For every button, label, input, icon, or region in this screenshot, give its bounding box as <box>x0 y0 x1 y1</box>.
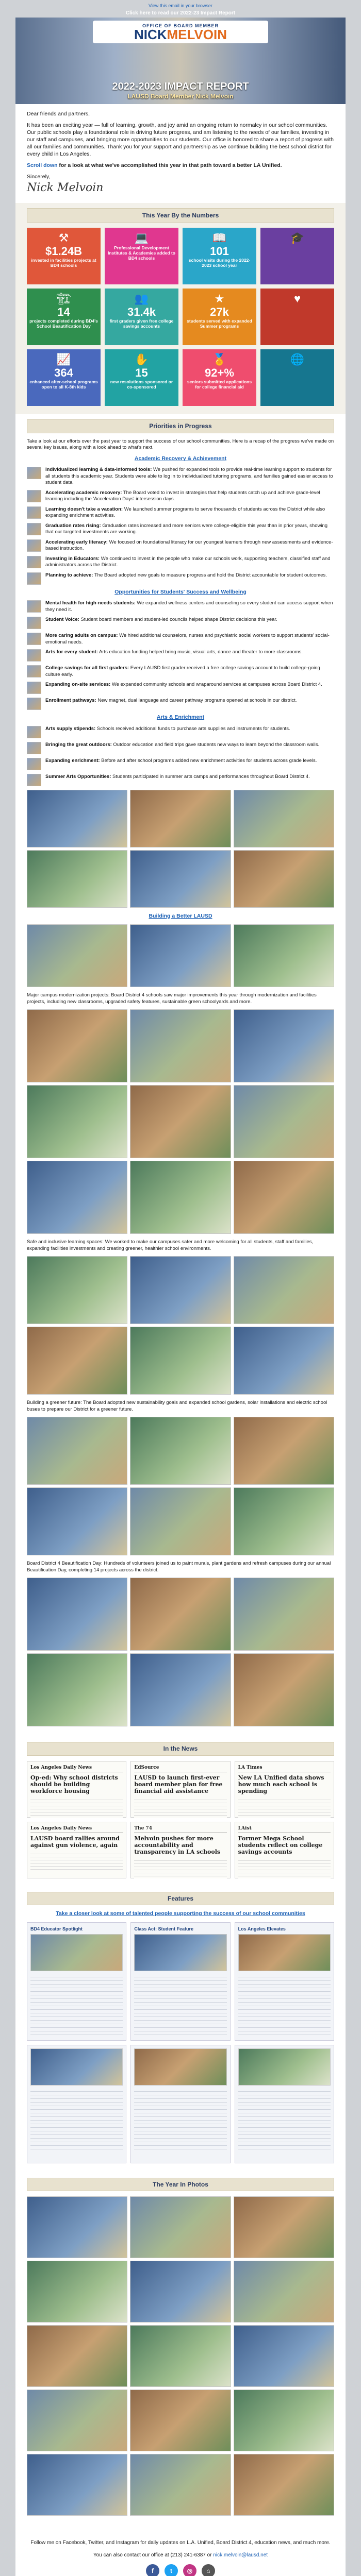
item-title: Arts for every student: <box>45 649 98 655</box>
news-headline: LAUSD to launch first-ever board member plan for free financial aid assistance <box>134 1774 223 1794</box>
item-title: Learning doesn't take a vacation: <box>45 506 123 512</box>
item-title: Bringing the great outdoors: <box>45 741 112 748</box>
photo <box>234 1256 334 1324</box>
photo <box>130 1487 231 1555</box>
priority-item <box>27 649 334 662</box>
modernization-photo-grid <box>27 1009 334 1234</box>
arts-photo-grid <box>27 790 334 908</box>
news-masthead: Los Angeles Daily News <box>30 1825 123 1834</box>
photo <box>130 1009 231 1082</box>
item-text: Graduation rates increased and more seniors were college-eligible this year than in prior years, showing that our targeted investments are working. <box>45 522 328 535</box>
photo <box>130 1256 231 1324</box>
item-text: We focused on foundational literacy for our youngest learners through new assessments and evidence-based instruction. <box>45 539 333 551</box>
item-title: Graduation rates rising: <box>45 522 101 529</box>
stat-tile <box>183 289 256 345</box>
photo <box>27 1487 127 1555</box>
photo <box>27 1161 127 1234</box>
photo <box>130 2454 231 2516</box>
features-grid <box>27 1922 334 2041</box>
thumbnail <box>27 758 41 770</box>
item-text: Every LAUSD first grader received a free college savings account to build college-going culture early. <box>45 665 320 677</box>
priority-item <box>27 600 334 613</box>
news-masthead: LA Times <box>238 1765 331 1773</box>
item-title: Accelerating early literacy: <box>45 539 108 545</box>
item-title: Mental health for high-needs students: <box>45 600 136 606</box>
photo <box>30 2048 123 2086</box>
priorities-heading: Priorities in Progress <box>27 419 334 433</box>
photo <box>27 850 127 908</box>
feature-heading: BD4 Educator Spotlight <box>30 1926 83 1931</box>
grad-icon: 🎓 <box>290 231 305 244</box>
green-photo-grid <box>27 1417 334 1555</box>
thumbnail <box>27 572 41 585</box>
thumbnail <box>27 698 41 710</box>
news-masthead: LAist <box>238 1825 331 1834</box>
stat-label: school visits during the 2022-2023 school year <box>188 258 251 268</box>
text-block <box>30 2088 123 2150</box>
news-clip[interactable] <box>235 1822 334 1878</box>
academic-items <box>27 467 334 585</box>
star-icon: ★ <box>214 292 225 305</box>
item-text: Outdoor education and field trips gave students new ways to learn beyond the classroom walls. <box>113 741 320 748</box>
photo <box>130 2389 231 2451</box>
stat-label: projects completed during BD4's School Beautification Day <box>29 318 98 329</box>
item-title: Summer Arts Opportunities: <box>45 773 111 779</box>
priority-item <box>27 617 334 629</box>
stat-tile <box>183 349 256 406</box>
website-icon[interactable]: ⌂ <box>202 2564 215 2576</box>
item-text: We pushed for expanded tools to provide real-time learning support to students for all students this academic year. Students were able to log in to individualized tutoring programs, and families gained easier access to student data. <box>45 467 333 485</box>
feature-card[interactable] <box>235 1922 334 2041</box>
feature-heading: Los Angeles Elevates <box>238 1926 286 1931</box>
photo <box>234 1578 334 1651</box>
news-section <box>15 1737 346 1887</box>
photo <box>130 1327 231 1395</box>
impact-report-link[interactable]: Click here to read our 2022-23 Impact Report <box>125 10 236 16</box>
photo <box>134 1934 226 1971</box>
stat-number: 101 <box>210 245 229 258</box>
academic-recovery-link[interactable]: Academic Recovery & Achievement <box>134 455 227 462</box>
stat-number: 14 <box>57 306 70 318</box>
features-grid-row2 <box>27 2045 334 2163</box>
facilities-photo-grid <box>27 924 334 987</box>
photo <box>30 1934 123 1971</box>
news-headline: New LA Unified data shows how much each school is spending <box>238 1774 324 1794</box>
stat-tile <box>27 349 101 406</box>
thumbnail <box>27 617 41 629</box>
item-title: College savings for all first graders: <box>45 665 129 671</box>
twitter-icon[interactable]: t <box>165 2564 178 2576</box>
photo <box>27 1327 127 1395</box>
news-clip[interactable] <box>130 1822 230 1878</box>
stat-number: 15 <box>135 366 148 379</box>
photos-heading: The Year In Photos <box>27 2178 334 2192</box>
feature-card[interactable] <box>27 1922 126 2041</box>
photo <box>27 1085 127 1158</box>
photo <box>130 1161 231 1234</box>
text-block <box>238 2088 331 2150</box>
photo <box>234 1009 334 1082</box>
scroll-paragraph: Scroll down for a look at what we've accomplished this year in that path toward a better LA Unified. <box>27 162 282 168</box>
photos-section <box>15 2173 346 2527</box>
photo <box>234 2454 334 2516</box>
item-title: Accelerating academic recovery: <box>45 489 122 496</box>
thumbnail <box>27 556 41 568</box>
item-title: Planning to achieve: <box>45 572 93 578</box>
photo <box>234 2196 334 2258</box>
safe-spaces-photo-grid <box>27 1256 334 1395</box>
item-text: We continued to invest in the people who make our schools work, supporting teachers, classified staff and administrators across the District. <box>45 555 331 568</box>
stat-tile <box>260 289 334 345</box>
priority-item <box>27 774 334 786</box>
stat-tile <box>260 228 334 284</box>
photo <box>130 1653 231 1726</box>
medal-icon: 🏅 <box>212 353 227 366</box>
text-block <box>134 1974 226 2036</box>
greeting: Dear friends and partners, <box>27 111 90 117</box>
photo <box>27 2261 127 2323</box>
stat-number: $1.24B <box>45 245 82 258</box>
stat-tile <box>105 228 178 284</box>
item-title: Arts supply stipends: <box>45 725 96 732</box>
build-paragraph-1: Major campus modernization projects: Board District 4 schools saw major improvements this year through modernization and facilities projects, including new classrooms, upgraded safety features, sustainable green schoolyards and more. <box>27 992 317 1005</box>
item-title: Individualized learning & data-informed tools: <box>45 467 152 472</box>
chart-icon: 📈 <box>56 353 71 366</box>
item-text: The Board voted to invest in strategies that help students catch up and achieve grade-level learning including the 'Acceleration Days' intersession days. <box>45 489 320 502</box>
build-paragraph-3: Building a greener future: The Board adopted new sustainability goals and expanded school gardens, solar installations and electric school buses to prepare our District for a greener future. <box>27 1400 327 1412</box>
top-bar <box>0 0 361 18</box>
photo <box>234 850 334 908</box>
news-clip[interactable] <box>130 1761 230 1818</box>
thumbnail <box>27 539 41 552</box>
stat-number: 31.4k <box>127 306 156 318</box>
item-text: Students participated in summer arts camps and performances throughout Board District 4. <box>112 773 310 779</box>
stat-number: 92+% <box>205 366 234 379</box>
text-block <box>238 1858 331 1878</box>
priority-item <box>27 539 334 552</box>
stat-label: seniors submitted applications for college financial aid <box>187 379 252 389</box>
priority-item <box>27 698 334 710</box>
beautification-photo-grid <box>27 1578 334 1726</box>
photo <box>27 2454 127 2516</box>
photo <box>27 2196 127 2258</box>
news-clip[interactable] <box>27 1761 126 1818</box>
globe-icon: 🌐 <box>290 353 305 366</box>
features-heading: Features <box>27 1892 334 1906</box>
photo <box>238 1934 331 1971</box>
social-links <box>27 2564 334 2576</box>
priority-item <box>27 506 334 519</box>
text-block <box>134 1858 226 1878</box>
photo <box>234 1653 334 1726</box>
priority-item <box>27 633 334 646</box>
thumbnail <box>27 506 41 519</box>
features-section <box>15 1887 346 2173</box>
text-block <box>238 1974 331 2036</box>
item-text: Before and after school programs added new enrichment activities for students across grade levels. <box>101 757 317 764</box>
email-body <box>15 18 346 2576</box>
stat-tile <box>27 228 101 284</box>
photo <box>234 1327 334 1395</box>
stat-label: invested in facilities projects at BD4 schools <box>31 258 96 268</box>
thumbnail <box>27 523 41 535</box>
photo <box>234 1161 334 1234</box>
photo <box>27 790 127 848</box>
item-text: Student board members and student-led councils helped shape District decisions this year. <box>80 617 277 622</box>
instagram-icon[interactable]: ◎ <box>183 2564 196 2576</box>
photo <box>134 2048 226 2086</box>
priority-item <box>27 682 334 694</box>
logo: OFFICE OF BOARD MEMBER NICKMELVOIN <box>93 21 268 43</box>
item-text: We launched summer programs to serve thousands of students across the District while also expanding enrichment activities. <box>45 506 325 518</box>
feature-card[interactable] <box>235 2045 334 2163</box>
item-text: The Board adopted new goals to measure progress and hold the District accountable for student outcomes. <box>94 572 327 578</box>
facebook-icon[interactable]: f <box>146 2564 159 2576</box>
news-clip[interactable] <box>27 1822 126 1878</box>
book-icon: 📖 <box>212 231 227 244</box>
news-headline: LAUSD board rallies around against gun violence, again <box>30 1835 120 1849</box>
build-paragraph-4: Board District 4 Beautification Day: Hundreds of volunteers joined us to paint murals, plant gardens and refresh campuses during our annual Beautification Day, completing 14 projects across the district. <box>27 1561 331 1573</box>
photo <box>238 2048 331 2086</box>
intro-letter <box>15 104 346 198</box>
building-better-link[interactable]: Building a Better LAUSD <box>149 912 212 919</box>
priority-item <box>27 758 334 770</box>
thumbnail <box>27 742 41 754</box>
photo <box>130 850 231 908</box>
photo <box>234 1417 334 1485</box>
photo <box>130 1578 231 1651</box>
item-title: Student Voice: <box>45 617 79 622</box>
stats-grid <box>27 228 334 406</box>
news-masthead: The 74 <box>134 1825 226 1834</box>
photo <box>234 924 334 987</box>
feature-heading: Class Act: Student Feature <box>134 1926 194 1931</box>
photo <box>27 1653 127 1726</box>
arts-items <box>27 726 334 786</box>
tools-icon: ⚒ <box>58 231 69 244</box>
item-title: Expanding on-site services: <box>45 682 111 687</box>
build-paragraph-2: Safe and inclusive learning spaces: We worked to make our campuses safer and more welcoming for all students, staff and families, expanding facilities investments and creating greener, healthier school environments. <box>27 1239 314 1251</box>
photo <box>27 924 127 987</box>
report-subtitle: LAUSD Board Member Nick Melvoin <box>127 93 234 100</box>
text-block <box>30 1797 123 1818</box>
thumbnail <box>27 682 41 694</box>
build-icon: 🏗 <box>56 292 71 305</box>
item-text: New magnet, dual language and career pathway programs opened at schools in our district. <box>97 698 297 703</box>
users-icon: 👥 <box>134 292 149 305</box>
item-text: We expanded wellness centers and counseling so every student can access support when they need it. <box>45 600 333 613</box>
item-title: Enrollment pathways: <box>45 698 96 703</box>
stat-number: 364 <box>54 366 73 379</box>
priority-item <box>27 572 334 585</box>
item-title: Expanding enrichment: <box>45 757 100 764</box>
photo <box>130 2325 231 2387</box>
features-link[interactable]: Take a closer look at some of talented people supporting the success of our school communities <box>56 1910 305 1917</box>
news-grid <box>27 1761 334 1878</box>
photo <box>27 1256 127 1324</box>
priority-item <box>27 556 334 569</box>
item-title: Investing in Educators: <box>45 555 100 562</box>
priority-item <box>27 726 334 738</box>
photo <box>130 1085 231 1158</box>
year-photo-grid <box>27 2196 334 2516</box>
arts-enrichment-link[interactable]: Arts & Enrichment <box>156 714 205 720</box>
stat-label: enhanced after-school programs open to all K-8th kids <box>29 379 98 389</box>
photo <box>27 2389 127 2451</box>
scroll-down-link[interactable]: Scroll down <box>27 162 58 168</box>
text-block <box>30 1974 123 2036</box>
text-block <box>134 2088 226 2150</box>
photo <box>130 2261 231 2323</box>
priority-item <box>27 742 334 754</box>
thumbnail <box>27 600 41 613</box>
photo <box>27 2325 127 2387</box>
photo <box>27 1417 127 1485</box>
thumbnail <box>27 726 41 738</box>
photo <box>234 2261 334 2323</box>
stat-tile <box>105 349 178 406</box>
email-link[interactable]: nick.melvoin@lausd.net <box>213 2552 268 2558</box>
photo <box>234 1487 334 1555</box>
news-masthead: EdSource <box>134 1765 226 1773</box>
photo <box>130 790 231 848</box>
news-headline: Melvoin pushes for more accountability and transparency in LA schools <box>134 1835 221 1855</box>
stat-label: first graders given free college savings accounts <box>109 318 174 329</box>
signature: Nick Melvoin <box>27 181 104 194</box>
photo <box>130 924 231 987</box>
photo <box>130 1417 231 1485</box>
footer <box>15 2526 346 2576</box>
thumbnail <box>27 633 41 645</box>
feature-card[interactable] <box>130 2045 230 2163</box>
photo <box>234 790 334 848</box>
text-block <box>238 1797 331 1818</box>
photo <box>234 2325 334 2387</box>
feature-card[interactable] <box>130 1922 230 2041</box>
thumbnail <box>27 774 41 786</box>
item-title: More caring adults on campus: <box>45 633 118 638</box>
photo <box>130 2196 231 2258</box>
stat-label: new resolutions sponsored or co-sponsored <box>110 379 173 389</box>
intro-paragraph: It has been an exciting year — full of learning, growth, and joy amid an ongoing return to normalcy in our school communities. Our public schools play a foundational role in driving future progress, and am listening to the needs of our families, investing in our staff and campuses, and bringing more opportunities to our students. Our office is honored to share a report of progress with all our families and communities. Thank you for your support and partnership as we continue building the best school district for every child in Los Angeles. <box>27 122 334 157</box>
thumbnail <box>27 467 41 479</box>
follow-text: Follow me on Facebook, Twitter, and Instagram for daily updates on L.A. Unified, Board District 4, education news, and much more. <box>30 2540 331 2546</box>
priorities-intro: Take a look at our efforts over the past year to support the success of our school communities. Here is a recap of the progress we've made on several key issues, along with a look ahead to what's next. <box>27 438 334 450</box>
student-wellbeing-link[interactable]: Opportunities for Students' Success and Wellbeing <box>114 588 247 595</box>
stat-tile <box>183 228 256 284</box>
heart-icon: ♥ <box>293 292 301 305</box>
header-banner <box>15 18 346 104</box>
stat-number: 27k <box>210 306 229 318</box>
news-masthead: Los Angeles Daily News <box>30 1765 123 1773</box>
thumbnail <box>27 665 41 677</box>
text-block <box>30 1851 123 1872</box>
view-online-link[interactable]: View this email in your browser <box>149 3 212 8</box>
wellbeing-items <box>27 600 334 710</box>
stat-label: students served with expanded Summer programs <box>187 318 252 329</box>
photo <box>234 2389 334 2451</box>
priority-item <box>27 490 334 503</box>
news-heading: In the News <box>27 1742 334 1756</box>
report-title: 2022-2023 IMPACT REPORT <box>112 81 249 92</box>
closing: Sincerely, <box>27 174 51 180</box>
priority-item <box>27 467 334 486</box>
hands-icon: ✋ <box>134 353 149 366</box>
item-text: We hired additional counselors, nurses and psychiatric social workers to support students' social-emotional needs. <box>45 633 330 645</box>
priority-item <box>27 523 334 536</box>
by-numbers-heading: This Year By the Numbers <box>27 208 334 223</box>
news-headline: Op-ed: Why school districts should be building workforce housing <box>30 1774 118 1794</box>
stat-tile <box>105 289 178 345</box>
item-text: We expanded community schools and wraparound services at campuses across Board District 4. <box>111 682 322 687</box>
thumbnail <box>27 490 41 502</box>
contact-text: You can also contact our office at (213) 241-6387 or nick.melvoin@lausd.net <box>93 2552 268 2558</box>
stat-tile <box>27 289 101 345</box>
photo <box>27 1578 127 1651</box>
laptop-icon: 💻 <box>134 231 149 244</box>
item-text: Schools received additional funds to purchase arts supplies and instruments for students. <box>96 725 290 732</box>
thumbnail <box>27 649 41 662</box>
priorities-section <box>15 414 346 1737</box>
photo <box>27 1009 127 1082</box>
text-block <box>134 1797 226 1818</box>
feature-card[interactable] <box>27 2045 126 2163</box>
news-headline: Former Mega School students reflect on college savings accounts <box>238 1835 323 1855</box>
news-clip[interactable] <box>235 1761 334 1818</box>
item-text: Arts education funding helped bring music, visual arts, dance and theater to more classrooms. <box>99 649 303 655</box>
photo <box>234 1085 334 1158</box>
priority-item <box>27 665 334 678</box>
stat-label: Professional Development Institutes & Academies added to BD4 schools <box>108 245 175 261</box>
stat-tile <box>260 349 334 406</box>
by-numbers-section <box>15 203 346 414</box>
